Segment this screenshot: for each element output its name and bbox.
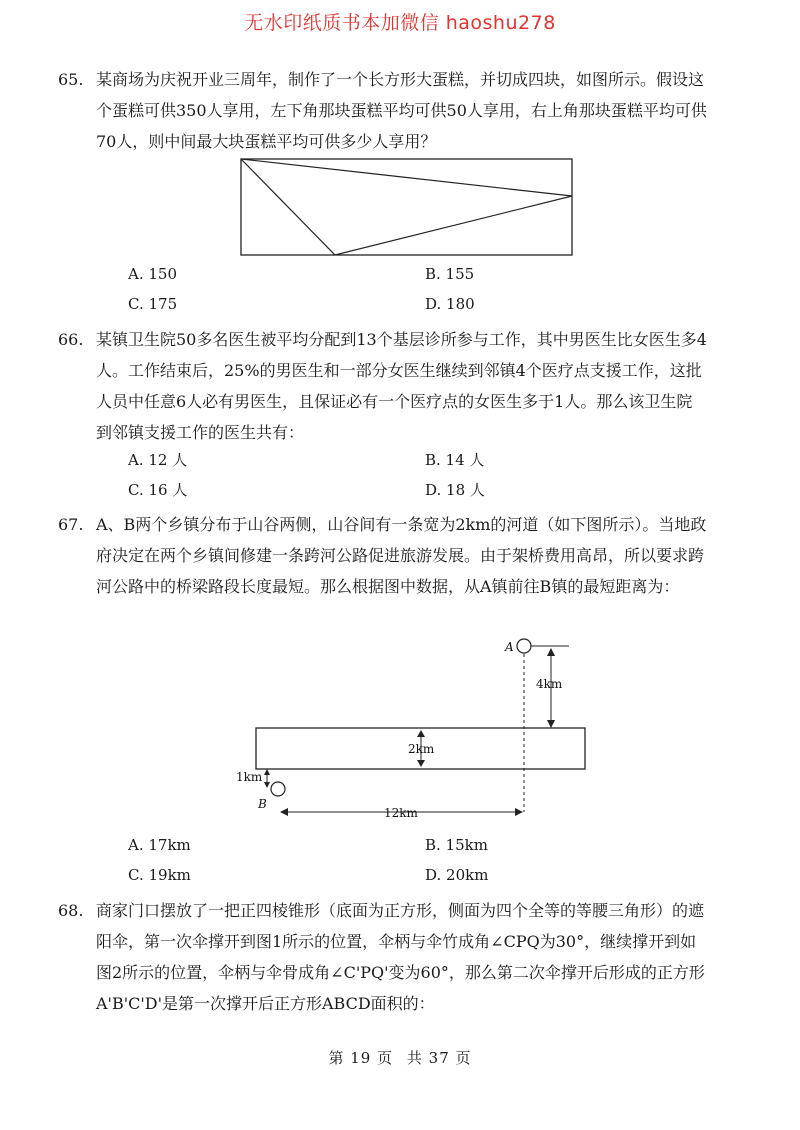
town-a (517, 639, 531, 653)
option-c[interactable]: C. 175 (128, 295, 178, 313)
question-text: 某镇卫生院50多名医生被平均分配到13个基层诊所参与工作，其中男医生比女医生多4人。工作结束后，25%的男医生和一部分女医生继续到邻镇4个医疗点支援工作，这批人员中任意6人必有男医生，且保证必有一个医疗点的女医生多于1人。那么该卫生院到邻镇支援工作的医生共有： (96, 330, 707, 442)
cake-rectangle (241, 159, 572, 255)
option-c[interactable]: C. 16 人 (128, 481, 188, 499)
question-number: 67. (58, 515, 84, 534)
question-text: A、B两个乡镇分布于山谷两侧，山谷间有一条宽为2km的河道（如下图所示）。当地政府决定在两个乡镇间修建一条跨河公路促进旅游发展。由于架桥费用高昂，所以要求跨河公路中的桥梁路段长度最短。那么根据图中数据，从A镇前往B镇的最短距离为： (96, 515, 707, 596)
option-d[interactable]: D. 20km (425, 866, 489, 884)
river-figure (228, 630, 600, 826)
arrow-head (280, 808, 288, 816)
option-c[interactable]: C. 19km (128, 866, 191, 884)
town-b (271, 782, 285, 796)
arrow-head (264, 782, 270, 788)
option-a[interactable]: A. 12 人 (128, 451, 188, 469)
option-b[interactable]: B. 155 (425, 265, 475, 283)
option-d[interactable]: D. 180 (425, 295, 475, 313)
label-2km: 2km (408, 742, 435, 756)
label-12km: 12km (384, 806, 418, 820)
question-67 (58, 509, 708, 602)
label-b: B (258, 797, 267, 811)
cake-cut-line (241, 159, 335, 255)
arrow-head (417, 730, 425, 737)
arrow-head (417, 760, 425, 767)
question-68 (58, 895, 708, 1019)
option-b[interactable]: B. 14 人 (425, 451, 485, 469)
arrow-head (547, 720, 555, 728)
option-a[interactable]: A. 150 (128, 265, 177, 283)
page-number: 第 19 页 (328, 1049, 394, 1067)
arrow-head (264, 769, 270, 775)
label-1km: 1km (236, 770, 263, 784)
question-66 (58, 324, 708, 448)
question-65 (58, 64, 708, 157)
arrow-head (515, 808, 523, 816)
question-text: 商家门口摆放了一把正四棱锥形（底面为正方形，侧面为四个全等的等腰三角形）的遮阳伞，第一次伞撑开到图1所示的位置，伞柄与伞竹成角∠CPQ为30°，继续撑开到如图2所示的位置，伞柄与伞骨成角∠C'PQ'变为60°，那么第二次伞撑开后形成的正方形A'B'C'D'是第一次撑开后正方形ABCD面积的： (96, 901, 705, 1013)
cake-cut-line (241, 159, 572, 196)
option-a[interactable]: A. 17km (128, 836, 191, 854)
cake-figure (240, 158, 574, 258)
watermark-text: 无水印纸质书本加微信 haoshu278 (244, 12, 556, 34)
question-number: 65. (58, 70, 84, 89)
label-a: A (505, 640, 514, 654)
option-d[interactable]: D. 18 人 (425, 481, 485, 499)
page-total: 共 37 页 (406, 1049, 472, 1067)
label-4km: 4km (536, 677, 563, 691)
option-b[interactable]: B. 15km (425, 836, 488, 854)
question-number: 68. (58, 901, 84, 920)
cake-cut-line (335, 196, 572, 255)
question-number: 66. (58, 330, 84, 349)
page-footer (0, 1047, 800, 1068)
arrow-head (547, 648, 555, 656)
question-text: 某商场为庆祝开业三周年，制作了一个长方形大蛋糕，并切成四块，如图所示。假设这个蛋糕可供350人享用，左下角那块蛋糕平均可供50人享用，右上角那块蛋糕平均可供70人，则中间最大块蛋糕平均可供多少人享用？ (96, 70, 707, 151)
